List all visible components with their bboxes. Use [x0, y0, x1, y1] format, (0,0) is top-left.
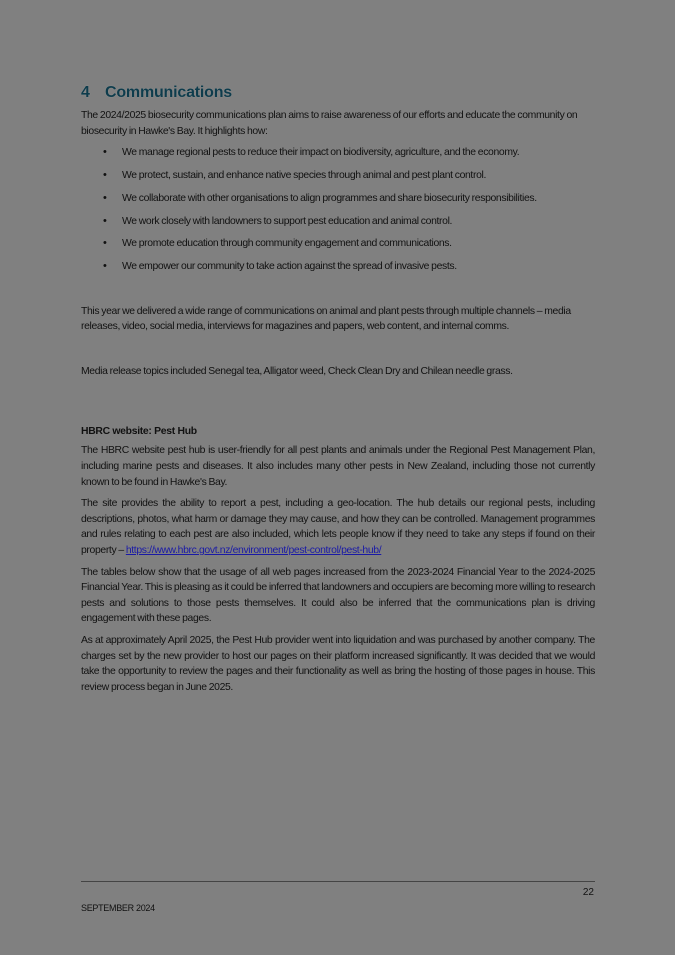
list-item: • We manage regional pests to reduce their impact on biodiversity, agriculture, and the economy.	[81, 145, 595, 161]
pest-hub-link[interactable]: https://www.hbrc.govt.nz/environment/pest-control/pest-hub/	[125, 545, 382, 557]
pest-hub-paragraph-1: The HBRC website pest hub is user-friendly for all pest plants and animals under the Regional Pest Management Plan, including marine pests and diseases. It also includes many other pests in New Zealand, including those not currently known to be found in Hawke's Bay.	[81, 445, 595, 488]
communications-delivered-paragraph: This year we delivered a wide range of communications on animal and plant pests through multiple channels – media releases, video, social media, interviews for magazines and papers, web content, and internal comms.	[81, 305, 571, 333]
list-item: • We protect, sustain, and enhance native species through animal and pest plant control.	[81, 168, 595, 184]
list-item: • We empower our community to take action against the spread of invasive pests.	[81, 259, 595, 275]
intro-paragraph: The 2024/2025 biosecurity communications plan aims to raise awareness of our efforts and educate the community on biosecurity in Hawke's Bay. It highlights how:	[81, 110, 578, 137]
pest-hub-paragraph-4: As at approximately April 2025, the Pest Hub provider went into liquidation and was purchased by another company. The charges set by the new provider to host our pages on their platform increased significantly. It was decided that we would take the opportunity to review the pages and their functionality as well as bring the hosting of those pages in house. This review process began in June 2025.	[81, 635, 595, 693]
list-item: • We work closely with landowners to support pest education and animal control.	[81, 214, 595, 230]
document-page	[81, 84, 595, 701]
highlights-list	[81, 145, 595, 275]
pest-hub-paragraph-2	[81, 496, 595, 558]
list-item: • We promote education through community engagement and communications.	[81, 236, 595, 252]
list-item: • We collaborate with other organisations to align programmes and share biosecurity responsibilities.	[81, 191, 595, 207]
media-topics-paragraph: Media release topics included Senegal tea, Alligator weed, Check Clean Dry and Chilean needle grass.	[81, 365, 513, 377]
section-number: 4	[81, 84, 90, 101]
pest-hub-subheading: HBRC website: Pest Hub	[81, 426, 197, 438]
pest-hub-paragraph-3: The tables below show that the usage of all web pages increased from the 2023-2024 Financial Year to the 2024-2025 Financial Year. This is pleasing as it could be inferred that landowners and occupiers are becoming more willing to research pests and solutions to those pests themselves. It could also be inferred that the communications plan is driving engagement with these pages.	[81, 566, 595, 625]
footer-date: SEPTEMBER 2024	[81, 903, 155, 913]
pest-hub-paragraph-2-text: The site provides the ability to report a pest, including a geo-location. The hub details our regional pests, including descriptions, photos, what harm or damage they may cause, and how they can be controlled. Management programmes and rules relating to each pest are also included, which lets people know if they need to take any steps if found on their property –	[81, 498, 595, 557]
footer-divider	[81, 881, 595, 882]
section-heading	[81, 84, 595, 102]
section-title: Communications	[105, 84, 232, 101]
page-number: 22	[582, 887, 594, 898]
